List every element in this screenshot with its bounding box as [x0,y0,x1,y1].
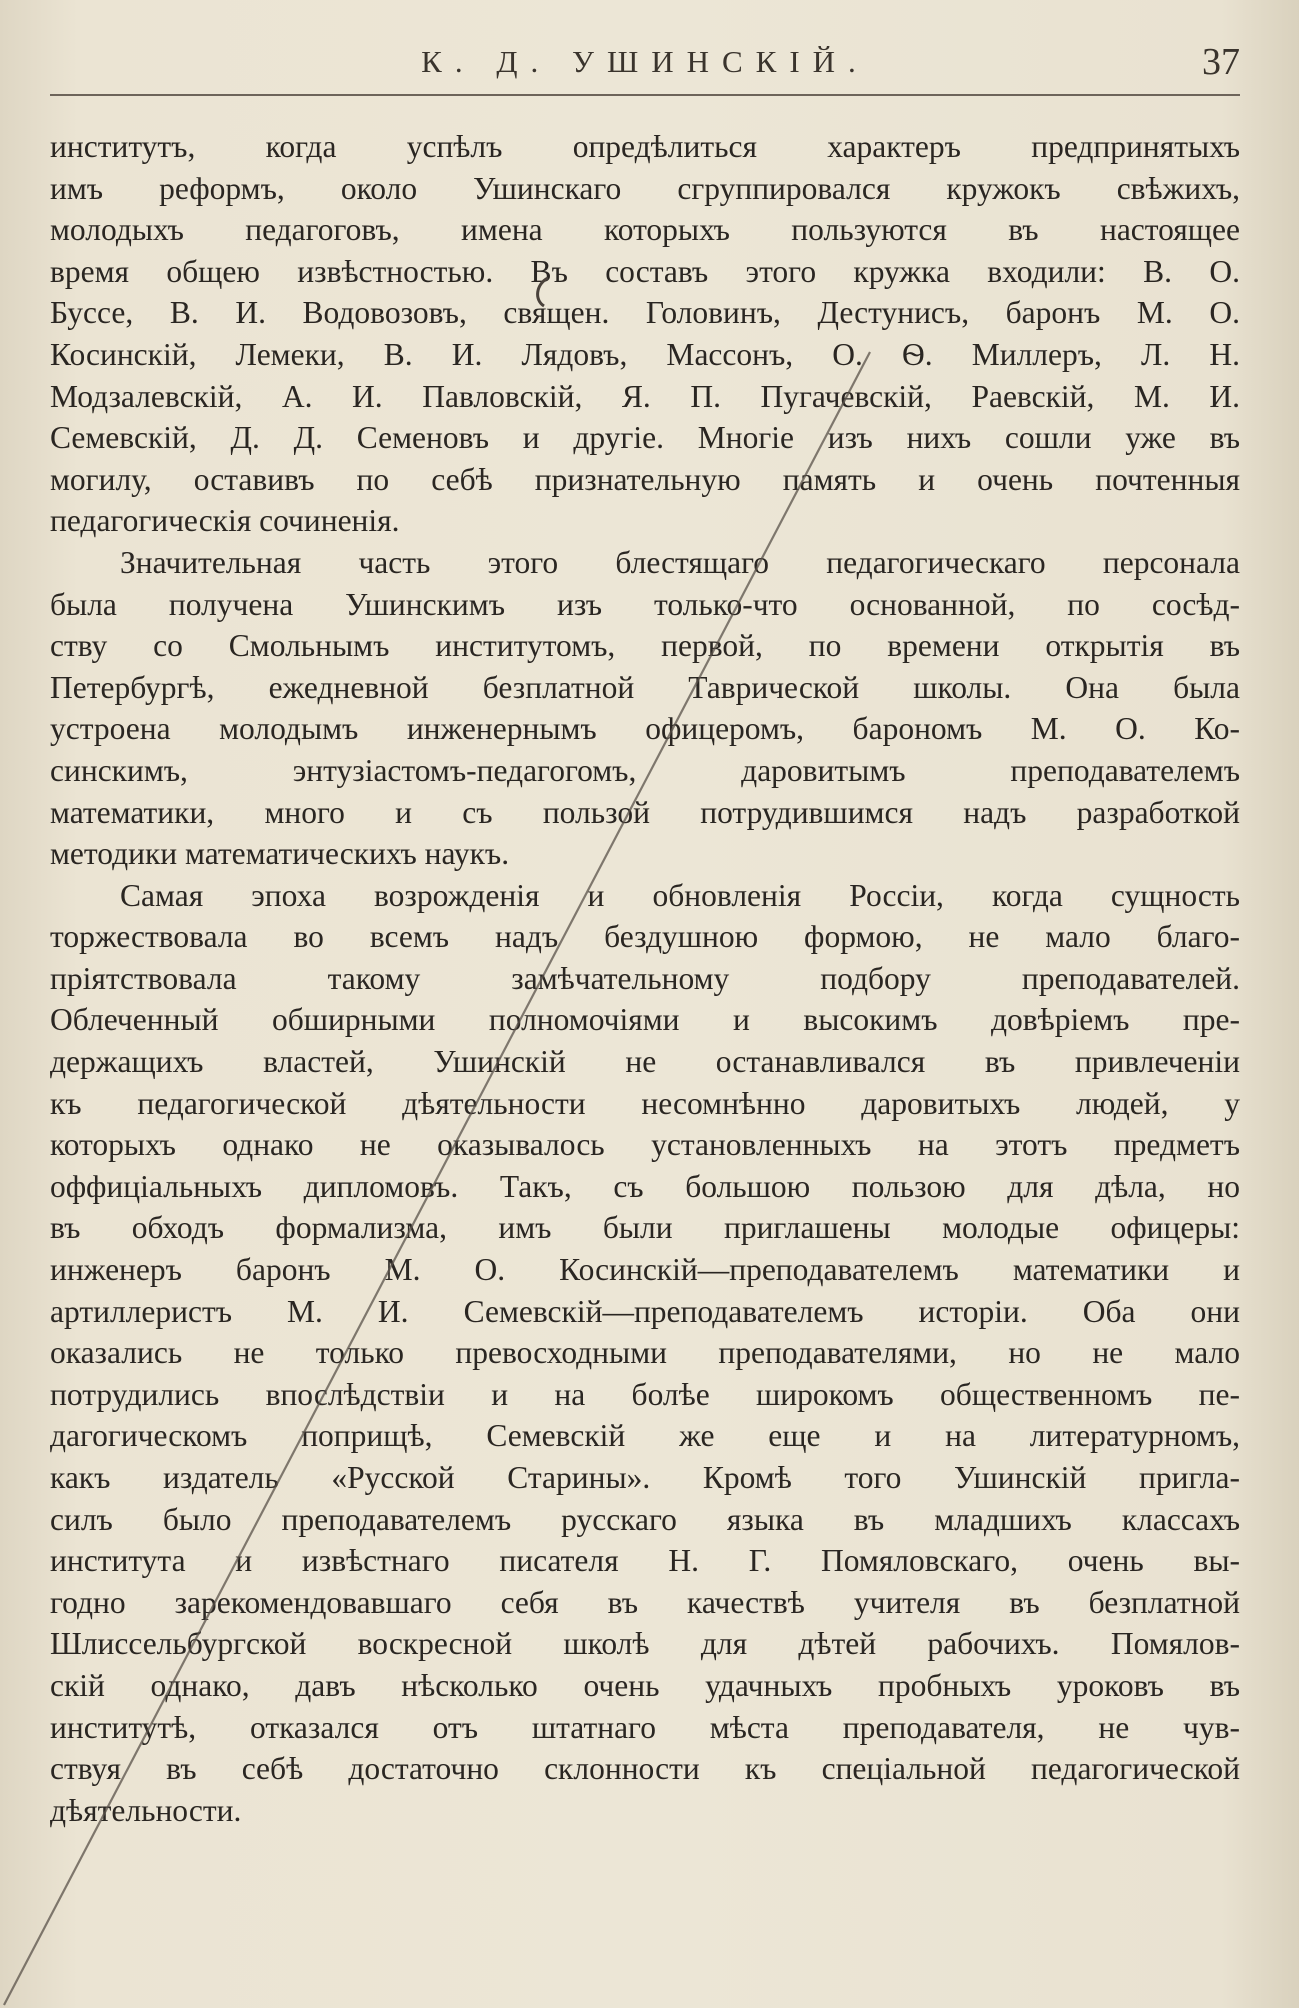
text-line: Буссе, В. И. Водовозовъ, священ. Головинъ, Дестунисъ, баронъ М. О. [50,295,1240,331]
text-line: скій однако, давъ нѣсколько очень удачныхъ пробныхъ уроковъ въ [50,1667,1240,1703]
text-line: какъ издатель «Русской Старины». Кромѣ того Ушинскій пригла- [50,1460,1240,1495]
text-line: Петербургѣ, ежедневной безплатной Таврической школы. Она была [50,669,1240,705]
page-header [50,38,1240,92]
text-line: ствуя въ себѣ достаточно склонности къ спеціальной педагогической [50,1751,1240,1787]
text-line: въ обходъ формализма, имъ были приглашены молодые офицеры: [50,1210,1240,1246]
text-line: которыхъ однако не оказывалось установленныхъ на этотъ предметъ [50,1127,1240,1163]
text-line: Шлиссельбургской воскресной школѣ для дѣтей рабочихъ. Помялов- [50,1626,1240,1662]
text-line: время общею извѣстностью. Въ составъ этого кружка входили: В. О. [50,253,1240,289]
text-line: математики, много и съ пользой потрудившимся надъ разработкой [50,794,1240,830]
text-line: синскимъ, энтузіастомъ-педагогомъ, даровитымъ преподавателемъ [50,752,1240,788]
text-line: ству со Смольнымъ институтомъ, первой, по времени открытія въ [50,628,1240,664]
text-line: могилу, оставивъ по себѣ признательную память и очень почтенныя [50,461,1240,497]
text-line: Самая эпоха возрожденія и обновленія Россіи, когда сущность [120,877,1240,913]
text-line: оказались не только превосходными преподавателями, но не мало [50,1335,1240,1371]
page-number: 37 [1202,41,1240,83]
header-rule [50,94,1240,96]
text-line: инженеръ баронъ М. О. Косинскій—преподавателемъ математики и [50,1252,1240,1288]
text-line: Семевскій, Д. Д. Семеновъ и другіе. Многіе изъ нихъ сошли уже въ [50,420,1240,456]
text-line: дѣятельности. [50,1792,242,1828]
text-line: институтѣ, отказался отъ штатнаго мѣста преподавателя, не чув- [50,1709,1240,1745]
text-line: годно зарекомендовавшаго себя въ качествѣ учителя въ безплатной [50,1584,1240,1620]
text-line: устроена молодымъ инженернымъ офицеромъ, барономъ М. О. Ко- [50,711,1240,747]
running-head: К. Д. УШИНСКІЙ. [421,44,869,79]
text-line: артиллеристъ М. И. Семевскій—преподавателемъ исторіи. Оба они [50,1293,1240,1329]
text-line: торжествовала во всемъ надъ бездушною формою, не мало благо- [50,919,1240,955]
text-line: силъ было преподавателемъ русскаго языка въ младшихъ классахъ [50,1501,1240,1537]
text-line: держащихъ властей, Ушинскій не останавливался въ привлеченіи [50,1044,1240,1080]
text-line: Модзалевскій, А. И. Павловскій, Я. П. Пугачевскій, Раевскій, М. И. [50,378,1240,414]
text-line: педагогическія сочиненія. [50,503,400,539]
text-line: Косинскій, Лемеки, В. И. Лядовъ, Массонъ, О. Ѳ. Миллеръ, Л. Н. [50,336,1240,372]
body-text [50,126,1240,1831]
text-line: оффиціальныхъ дипломовъ. Такъ, съ большою пользою для дѣла, но [50,1168,1240,1204]
text-line: института и извѣстнаго писателя Н. Г. Помяловскаго, очень вы- [50,1543,1240,1579]
text-line: пріятствовала такому замѣчательному подбору преподавателей. [50,960,1240,996]
text-line: Значительная часть этого блестящаго педагогическаго персонала [120,544,1240,580]
text-line: институтъ, когда успѣлъ опредѣлиться характеръ предпринятыхъ [50,129,1240,164]
text-line: методики математическихъ наукъ. [50,836,510,872]
text-line: потрудились впослѣдствіи и на болѣе широкомъ общественномъ пе- [50,1376,1240,1412]
text-line: имъ реформъ, около Ушинскаго сгруппировался кружокъ свѣжихъ, [50,170,1240,206]
text-line: дагогическомъ поприщѣ, Семевскій же еще и на литературномъ, [50,1418,1240,1454]
text-line: молодыхъ педагоговъ, имена которыхъ пользуются въ настоящее [50,212,1240,248]
text-line: была получена Ушинскимъ изъ только-что основанной, по сосѣд- [50,586,1240,622]
text-line: къ педагогической дѣятельности несомнѣнно даровитыхъ людей, у [50,1085,1240,1121]
text-line: Облеченный обширными полномочіями и высокимъ довѣріемъ пре- [50,1002,1240,1038]
